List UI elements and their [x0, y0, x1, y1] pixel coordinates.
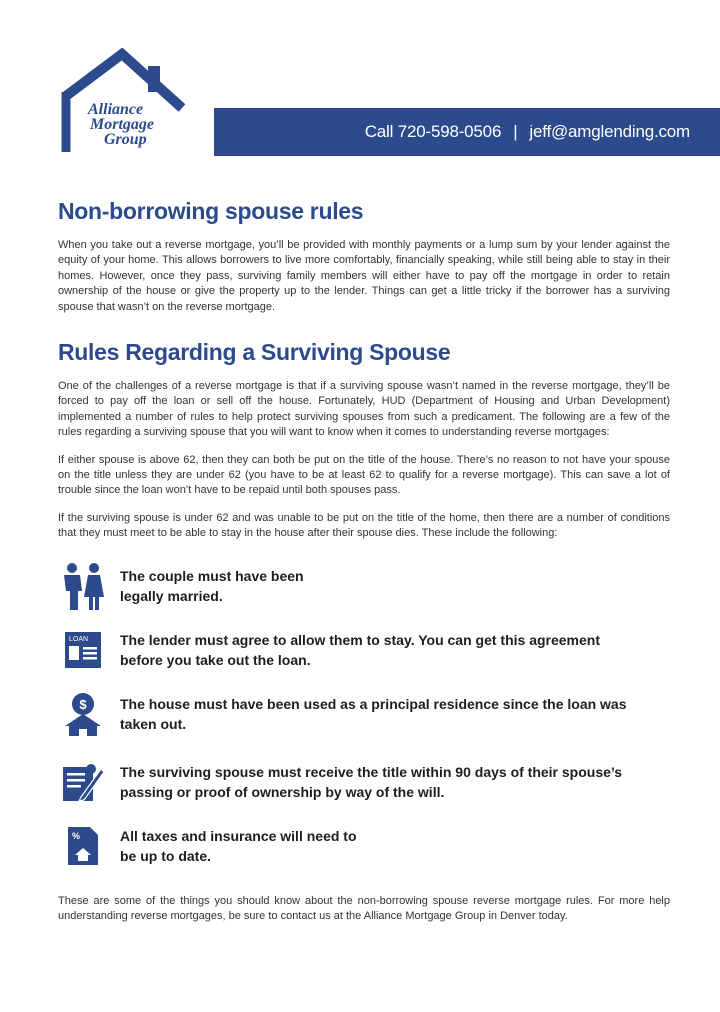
logo-wordmark [88, 102, 154, 147]
logo-line-2: Mortgage [90, 116, 154, 133]
contact-bar [214, 108, 720, 156]
email-link[interactable]: jeff@amglending.com [529, 122, 690, 141]
condition-2-line-2: before you take out the loan. [120, 651, 311, 668]
couple-icon [58, 561, 108, 611]
tax-document-icon [58, 821, 108, 871]
logo-line-1: Alliance [88, 101, 144, 118]
section2-paragraph-3: If the surviving spouse is under 62 and was unable to be put on the title of the home, then there are a number of conditions that they must meet to be able to stay in the house after their spouse dies. These include the following: [58, 511, 670, 540]
loan-document-icon [58, 625, 108, 675]
condition-5-line-1: All taxes and insurance will need to [120, 827, 357, 844]
condition-1-line-2: legally married. [120, 587, 223, 604]
condition-4-line-2: passing or proof of ownership by way of the will. [120, 783, 445, 800]
condition-item [58, 628, 670, 672]
condition-2-line-1: The lender must agree to allow them to stay. You can get this agreement [120, 631, 600, 648]
house-dollar-icon [58, 689, 108, 739]
logo-line-3: Group [104, 131, 147, 148]
conditions-list [58, 562, 670, 868]
svg-text:%: % [72, 830, 81, 841]
section2-paragraph-2: If either spouse is above 62, then they can both be put on the title of the house. There’s no reason to not have your spouse on the title unless they are under 62 (you have to be at least 62 to qualify for a reverse mortgage). This can save a lot of trouble since the loan won’t have to be repaid until both spouses pass. [58, 453, 670, 497]
phone-link[interactable]: Call 720-598-0506 [364, 122, 502, 141]
condition-4-line-1: The surviving spouse must receive the title within 90 days of their spouse’s [120, 763, 623, 780]
section2-paragraph-1: One of the challenges of a reverse mortgage is that if a surviving spouse wasn’t named in the reverse mortgage, they’ll be forced to pay off the loan or sell off the house. Fortunately, HUD (Department of Housing and Urban Development) implemented a number of rules to help protect surviving spouses from such a predicament. The following are a few of the rules regarding a surviving spouse that you will want to know when it comes to understanding reverse mortgages: [58, 380, 670, 439]
condition-3-line-1: The house must have been used as a principal residence since the loan was [120, 695, 627, 712]
condition-item [58, 760, 670, 804]
condition-item [58, 824, 670, 868]
condition-3-line-2: taken out. [120, 715, 187, 732]
condition-5-line-2: be up to date. [120, 847, 211, 864]
section1-paragraph: When you take out a reverse mortgage, you’ll be provided with monthly payments or a lump sum by your lender against the equity of your home. This allows borrowers to live more comfortably, financially speaking, while still being able to stay in their homes. However, once they pass, surviving family members will either have to pay off the mortgage in order to retain ownership of the house or give the property up to the lender. Things can get a little tricky if the borrower has a surviving spouse that wasn’t on the reverse mortgage. [58, 239, 670, 313]
condition-1-line-1: The couple must have been [120, 567, 304, 584]
svg-text:$: $ [79, 696, 87, 712]
contact-separator: | [513, 122, 518, 141]
company-logo [52, 48, 202, 158]
condition-item [58, 692, 670, 736]
condition-item [58, 562, 670, 610]
loan-label: LOAN [69, 635, 89, 643]
signing-document-icon [58, 757, 108, 807]
closing-paragraph: These are some of the things you should know about the non-borrowing spouse reverse mortgage rules. For more help understanding reverse mortgages, be sure to contact us at the Alliance Mortgage Group in Denver today. [58, 894, 670, 923]
section2-title: Rules Regarding a Surviving Spouse [58, 339, 451, 366]
main-content [58, 196, 670, 937]
section1-title: Non-borrowing spouse rules [58, 198, 364, 224]
